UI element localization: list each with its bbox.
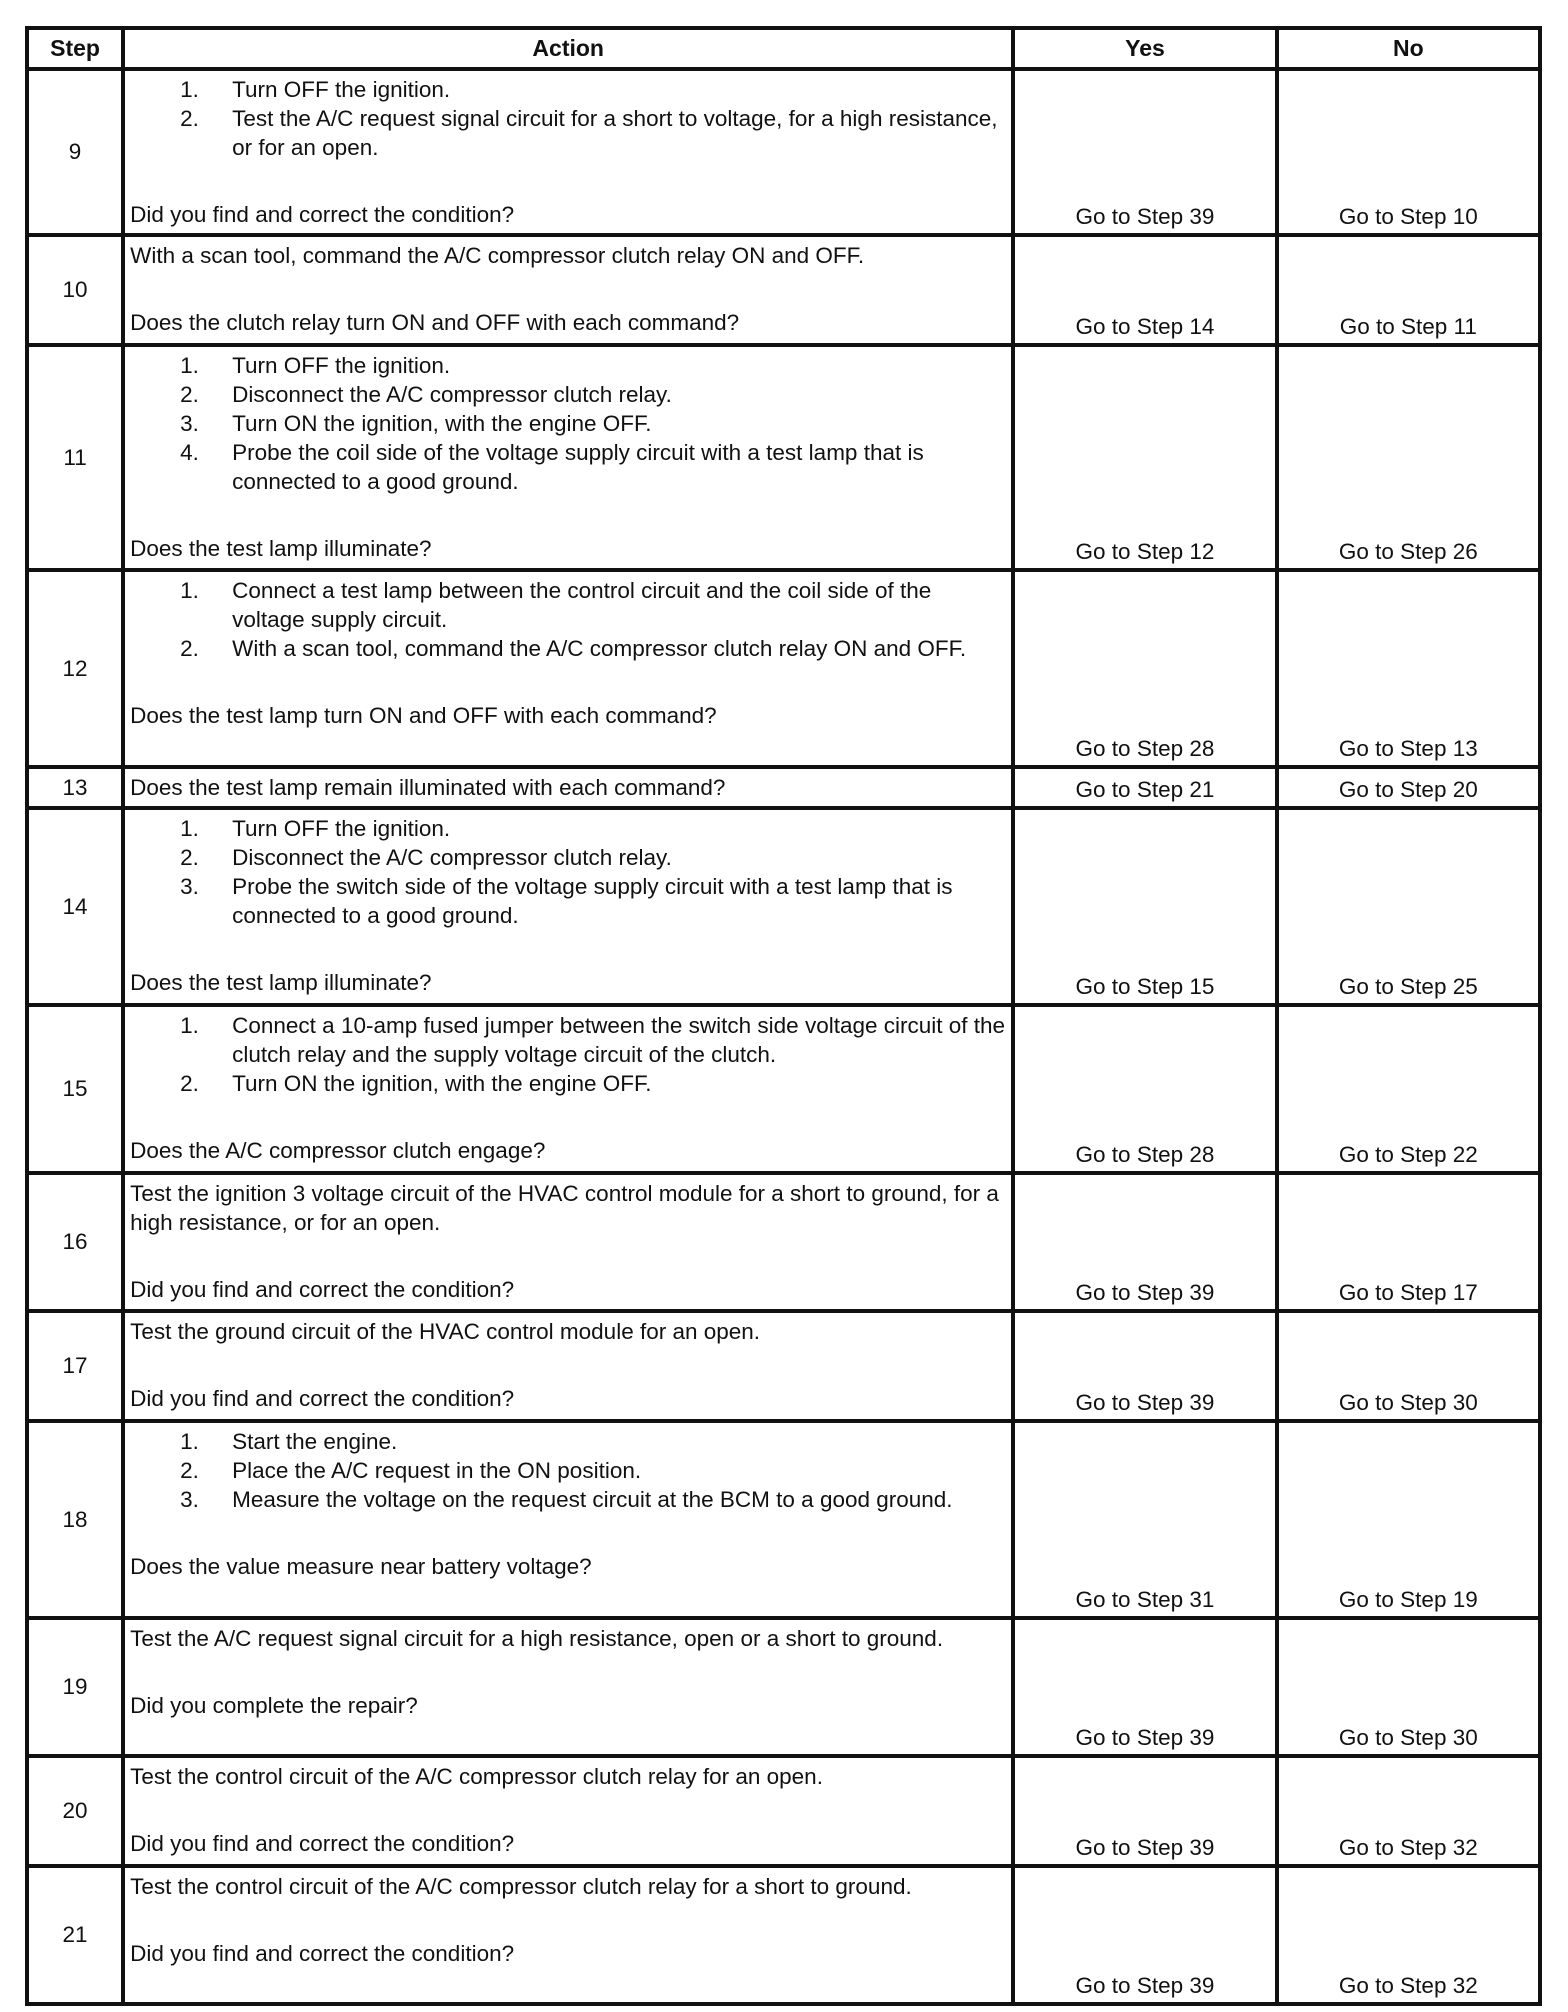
step-number: 14 [27,808,123,1005]
no-result: Go to Step 22 [1277,1005,1540,1173]
yes-result: Go to Step 21 [1013,767,1276,808]
table-header-row [27,28,1540,69]
step-number: 11 [27,345,123,570]
action-step-number: 2. [180,1458,199,1483]
action-step-text: Turn ON the ignition, with the engine OFF. [232,1071,652,1096]
action-text: Test the control circuit of the A/C compressor clutch relay for an open. [130,1764,823,1789]
action-steps-list [130,351,1005,496]
action-step-number: 1. [180,816,199,841]
no-result: Go to Step 32 [1277,1756,1540,1866]
action-step-item [130,1456,1005,1485]
action-step-number: 1. [180,77,199,102]
table-row [27,767,1540,808]
table-row [27,808,1540,1005]
step-number: 17 [27,1311,123,1421]
action-step-number: 3. [180,1487,199,1512]
action-cell [123,69,1013,235]
step-number: 12 [27,570,123,767]
action-step-number: 4. [180,440,199,465]
no-result: Go to Step 30 [1277,1311,1540,1421]
action-cell [123,1421,1013,1618]
action-question: Does the test lamp remain illuminated with each command? [130,775,726,800]
action-cell [123,345,1013,570]
action-step-text: Connect a 10-amp fused jumper between the switch side voltage circuit of the clutch relay and the supply voltage circuit of the clutch. [232,1013,1006,1067]
yes-result: Go to Step 28 [1013,1005,1276,1173]
action-step-number: 1. [180,1013,199,1038]
action-step-item [130,576,1005,634]
action-step-item [130,1485,1005,1514]
action-step-text: With a scan tool, command the A/C compressor clutch relay ON and OFF. [232,636,967,661]
action-step-item [130,409,1005,438]
step-number: 21 [27,1866,123,2004]
action-step-text: Place the A/C request in the ON position. [232,1458,642,1483]
action-step-text: Disconnect the A/C compressor clutch relay. [232,382,672,407]
action-step-item [130,1427,1005,1456]
action-step-number: 3. [180,874,199,899]
action-question: Does the test lamp turn ON and OFF with each command? [130,703,717,728]
no-result: Go to Step 30 [1277,1618,1540,1756]
yes-result: Go to Step 12 [1013,345,1276,570]
table-row [27,345,1540,570]
action-step-text: Turn OFF the ignition. [232,353,451,378]
table-row [27,1421,1540,1618]
step-number: 15 [27,1005,123,1173]
table-row [27,1866,1540,2004]
no-result: Go to Step 26 [1277,345,1540,570]
table-row [27,1311,1540,1421]
action-step-item [130,438,1005,496]
action-steps-list [130,1427,1005,1514]
action-question: Did you find and correct the condition? [130,1941,515,1966]
no-result: Go to Step 13 [1277,570,1540,767]
action-step-text: Disconnect the A/C compressor clutch relay. [232,845,672,870]
action-text: Test the A/C request signal circuit for a high resistance, open or a short to ground. [130,1626,944,1651]
yes-result: Go to Step 39 [1013,1311,1276,1421]
action-steps-list [130,75,1005,162]
action-question: Does the test lamp illuminate? [130,536,432,561]
diagnostic-table [25,26,1542,2006]
no-result: Go to Step 10 [1277,69,1540,235]
action-step-number: 2. [180,382,199,407]
table-row [27,1005,1540,1173]
yes-result: Go to Step 31 [1013,1421,1276,1618]
action-steps-list [130,576,1005,663]
action-text: With a scan tool, command the A/C compressor clutch relay ON and OFF. [130,243,865,268]
yes-result: Go to Step 39 [1013,1866,1276,2004]
action-text: Test the ground circuit of the HVAC control module for an open. [130,1319,761,1344]
action-step-number: 1. [180,353,199,378]
header-no: No [1277,28,1540,69]
action-step-item [130,75,1005,104]
no-result: Go to Step 32 [1277,1866,1540,2004]
action-question: Does the clutch relay turn ON and OFF with each command? [130,310,740,335]
action-question: Did you find and correct the condition? [130,202,515,227]
action-step-item [130,1069,1005,1098]
action-step-item [130,843,1005,872]
yes-result: Go to Step 39 [1013,1173,1276,1311]
action-step-text: Start the engine. [232,1429,398,1454]
action-question: Does the A/C compressor clutch engage? [130,1138,546,1163]
action-cell [123,808,1013,1005]
action-step-text: Turn OFF the ignition. [232,77,451,102]
action-step-item [130,634,1005,663]
action-step-text: Measure the voltage on the request circuit at the BCM to a good ground. [232,1487,953,1512]
action-cell [123,570,1013,767]
action-step-text: Connect a test lamp between the control circuit and the coil side of the voltage supply circuit. [232,578,932,632]
yes-result: Go to Step 39 [1013,69,1276,235]
no-result: Go to Step 19 [1277,1421,1540,1618]
table-row [27,235,1540,345]
action-question: Did you find and correct the condition? [130,1831,515,1856]
step-number: 10 [27,235,123,345]
action-question: Did you complete the repair? [130,1693,418,1718]
action-text: Test the control circuit of the A/C compressor clutch relay for a short to ground. [130,1874,912,1899]
action-step-text: Probe the coil side of the voltage supply circuit with a test lamp that is connected to a good ground. [232,440,924,494]
action-step-number: 2. [180,106,199,131]
step-number: 18 [27,1421,123,1618]
action-step-item [130,104,1005,162]
action-cell [123,235,1013,345]
table-row [27,69,1540,235]
action-text: Test the ignition 3 voltage circuit of the HVAC control module for a short to ground, for a high resistance, or for an open. [130,1181,999,1235]
step-number: 9 [27,69,123,235]
table-row [27,1756,1540,1866]
action-question: Does the value measure near battery voltage? [130,1554,592,1579]
action-step-number: 2. [180,636,199,661]
no-result: Go to Step 25 [1277,808,1540,1005]
header-action: Action [123,28,1013,69]
action-step-item [130,351,1005,380]
yes-result: Go to Step 39 [1013,1756,1276,1866]
action-step-text: Turn OFF the ignition. [232,816,451,841]
action-question: Does the test lamp illuminate? [130,970,432,995]
action-step-item [130,380,1005,409]
action-steps-list [130,814,1005,930]
step-number: 13 [27,767,123,808]
no-result: Go to Step 11 [1277,235,1540,345]
action-step-text: Turn ON the ignition, with the engine OFF. [232,411,652,436]
no-result: Go to Step 17 [1277,1173,1540,1311]
action-step-number: 3. [180,411,199,436]
action-step-text: Probe the switch side of the voltage supply circuit with a test lamp that is connected to a good ground. [232,874,953,928]
step-number: 19 [27,1618,123,1756]
action-steps-list [130,1011,1005,1098]
action-cell [123,1311,1013,1421]
yes-result: Go to Step 15 [1013,808,1276,1005]
table-row [27,1173,1540,1311]
yes-result: Go to Step 14 [1013,235,1276,345]
action-step-item [130,872,1005,930]
action-cell [123,1005,1013,1173]
action-step-number: 1. [180,1429,199,1454]
header-yes: Yes [1013,28,1276,69]
step-number: 20 [27,1756,123,1866]
action-cell [123,1173,1013,1311]
no-result: Go to Step 20 [1277,767,1540,808]
header-step: Step [27,28,123,69]
action-cell [123,1618,1013,1756]
yes-result: Go to Step 28 [1013,570,1276,767]
step-number: 16 [27,1173,123,1311]
yes-result: Go to Step 39 [1013,1618,1276,1756]
action-question: Did you find and correct the condition? [130,1386,515,1411]
action-step-number: 2. [180,1071,199,1096]
table-body [27,69,1540,2004]
action-step-item [130,814,1005,843]
action-cell [123,767,1013,808]
action-cell [123,1866,1013,2004]
action-question: Did you find and correct the condition? [130,1277,515,1302]
action-step-number: 1. [180,578,199,603]
table-row [27,1618,1540,1756]
table-row [27,570,1540,767]
action-cell [123,1756,1013,1866]
action-step-item [130,1011,1005,1069]
action-step-text: Test the A/C request signal circuit for a short to voltage, for a high resistance, or for an open. [232,106,998,160]
action-step-number: 2. [180,845,199,870]
